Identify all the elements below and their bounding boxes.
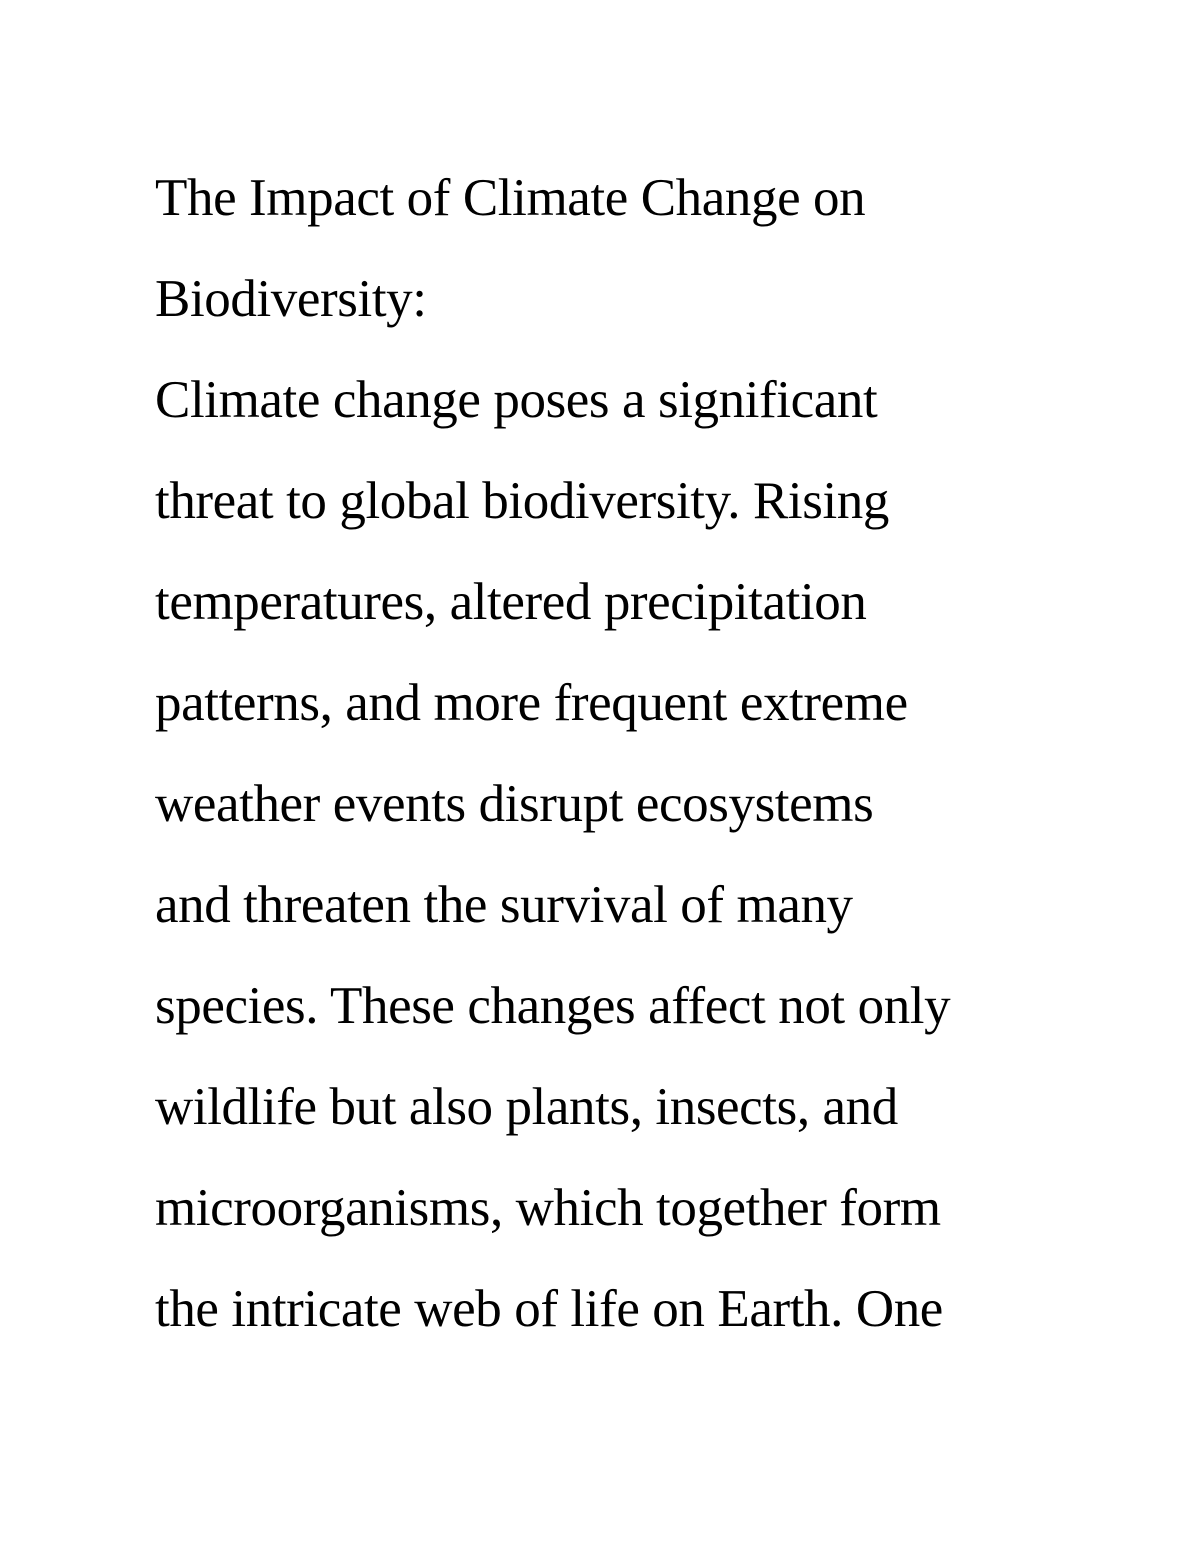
document-text [155,148,1155,1360]
title-line: Biodiversity: [155,270,427,328]
body-line: and threaten the survival of many [155,876,853,934]
title-line: The Impact of Climate Change on [155,169,866,227]
body-line: species. These changes affect not only [155,977,951,1035]
body-line: temperatures, altered precipitation [155,573,867,631]
body-line: wildlife but also plants, insects, and [155,1078,898,1136]
body-line: the intricate web of life on Earth. One [155,1280,943,1338]
body-line: Climate change poses a significant [155,371,878,429]
body-line: microorganisms, which together form [155,1179,941,1237]
body-line: patterns, and more frequent extreme [155,674,908,732]
body-line: weather events disrupt ecosystems [155,775,874,833]
body-line: threat to global biodiversity. Rising [155,472,889,530]
